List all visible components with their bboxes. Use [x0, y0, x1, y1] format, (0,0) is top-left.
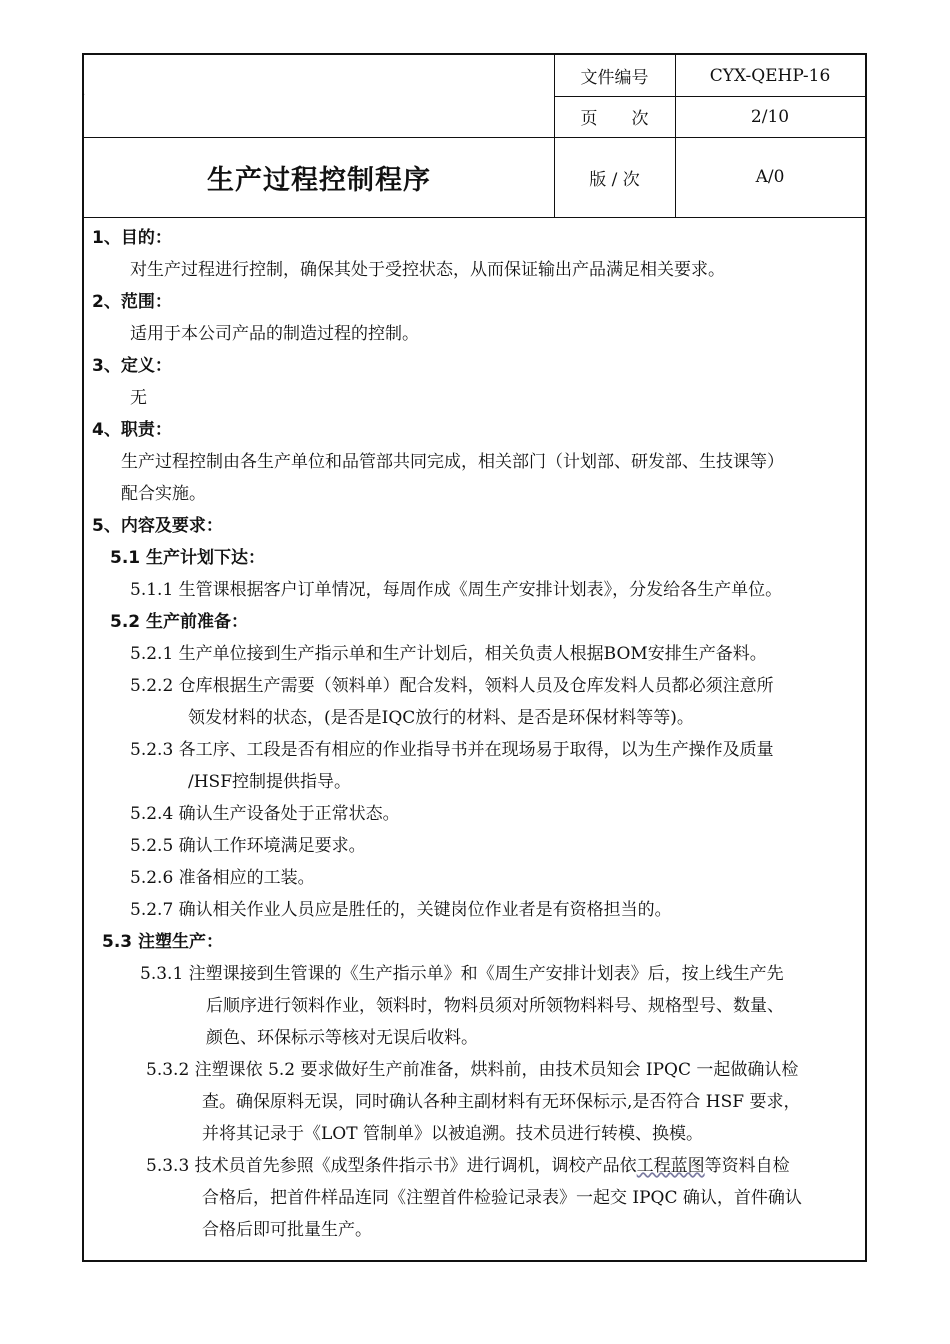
section-heading: 4、职责： — [92, 420, 172, 440]
subsection-heading: 5.1 生产计划下达： — [110, 548, 266, 568]
paragraph: 生产过程控制由各生产单位和品管部共同完成，相关部门（计划部、研发部、生技课等） — [121, 452, 784, 472]
section-heading: 3、定义： — [92, 356, 172, 376]
paragraph-text: 5.3.3 技术员首先参照《成型条件指示书》进行调机，调校产品依 — [146, 1156, 637, 1176]
section-heading: 5、内容及要求： — [92, 516, 223, 536]
paragraph: 5.2.4 确认生产设备处于正常状态。 — [130, 804, 400, 824]
paragraph: 查。确保原料无误，同时确认各种主副材料有无环保标示,是否符合 HSF 要求， — [202, 1092, 801, 1112]
version-label: 版 / 次 — [589, 169, 640, 190]
paragraph: 合格后，把首件样品连同《注塑首件检验记录表》一起交 IPQC 确认，首件确认 — [202, 1188, 802, 1208]
document-frame — [82, 53, 867, 1262]
paragraph: 5.1.1 生管课根据客户订单情况，每周作成《周生产安排计划表》，分发给各生产单位。 — [130, 580, 783, 600]
paragraph-text: 等资料自检 — [704, 1156, 790, 1176]
subsection-heading: 5.2 生产前准备： — [110, 612, 249, 632]
paragraph: 5.3.1 注塑课接到生管课的《生产指示单》和《周生产安排计划表》后，按上线生产先 — [140, 964, 784, 984]
paragraph: 后顺序进行领料作业，领料时，物料员须对所领物料料号、规格型号、数量、 — [206, 996, 784, 1016]
paragraph: 并将其记录于《LOT 管制单》以被追溯。技术员进行转模、换模。 — [202, 1124, 703, 1144]
paragraph: 配合实施。 — [121, 484, 206, 504]
subsection-heading: 5.3 注塑生产： — [102, 932, 224, 952]
paragraph: 5.2.5 确认工作环境满足要求。 — [130, 836, 366, 856]
paragraph: 5.2.1 生产单位接到生产指示单和生产计划后，相关负责人根据BOM安排生产备料。 — [130, 644, 767, 664]
document-header — [84, 55, 865, 218]
paragraph: /HSF控制提供指导。 — [188, 772, 351, 792]
paragraph: 5.2.3 各工序、工段是否有相应的作业指导书并在现场易于取得，以为生产操作及质量 — [130, 740, 774, 760]
paragraph: 5.3.2 注塑课依 5.2 要求做好生产前准备，烘料前，由技术员知会 IPQC 一起做确认检 — [146, 1060, 799, 1080]
paragraph: 领发材料的状态，(是否是IQC放行的材料、是否是环保材料等等)。 — [188, 708, 694, 728]
paragraph: 颜色、环保标示等核对无误后收料。 — [206, 1028, 478, 1048]
version-value: A/0 — [755, 167, 785, 187]
paragraph: 对生产过程进行控制，确保其处于受控状态，从而保证输出产品满足相关要求。 — [130, 260, 725, 280]
doc-no-value: CYX-QEHP-16 — [709, 65, 831, 86]
paragraph: 合格后即可批量生产。 — [202, 1220, 372, 1240]
doc-no-label: 文件编号 — [580, 68, 649, 88]
paragraph: 5.2.7 确认相关作业人员应是胜任的，关键岗位作业者是有资格担当的。 — [130, 900, 672, 920]
section-heading: 1、目的： — [92, 228, 172, 248]
section-heading: 2、范围： — [92, 292, 172, 312]
page-label: 页 次 — [580, 109, 649, 129]
underlined-term: 工程蓝图 — [636, 1156, 705, 1176]
page-value: 2/10 — [750, 106, 790, 127]
paragraph: 适用于本公司产品的制造过程的控制。 — [130, 324, 419, 344]
corner-mark: . — [82, 87, 86, 98]
paragraph — [146, 1155, 790, 1177]
paragraph: 无 — [130, 388, 147, 408]
paragraph: 5.2.2 仓库根据生产需要（领料单）配合发料，领料人员及仓库发料人员都必须注意所 — [130, 676, 774, 696]
paragraph: 5.2.6 准备相应的工装。 — [130, 868, 315, 888]
document-title: 生产过程控制程序 — [207, 164, 431, 196]
